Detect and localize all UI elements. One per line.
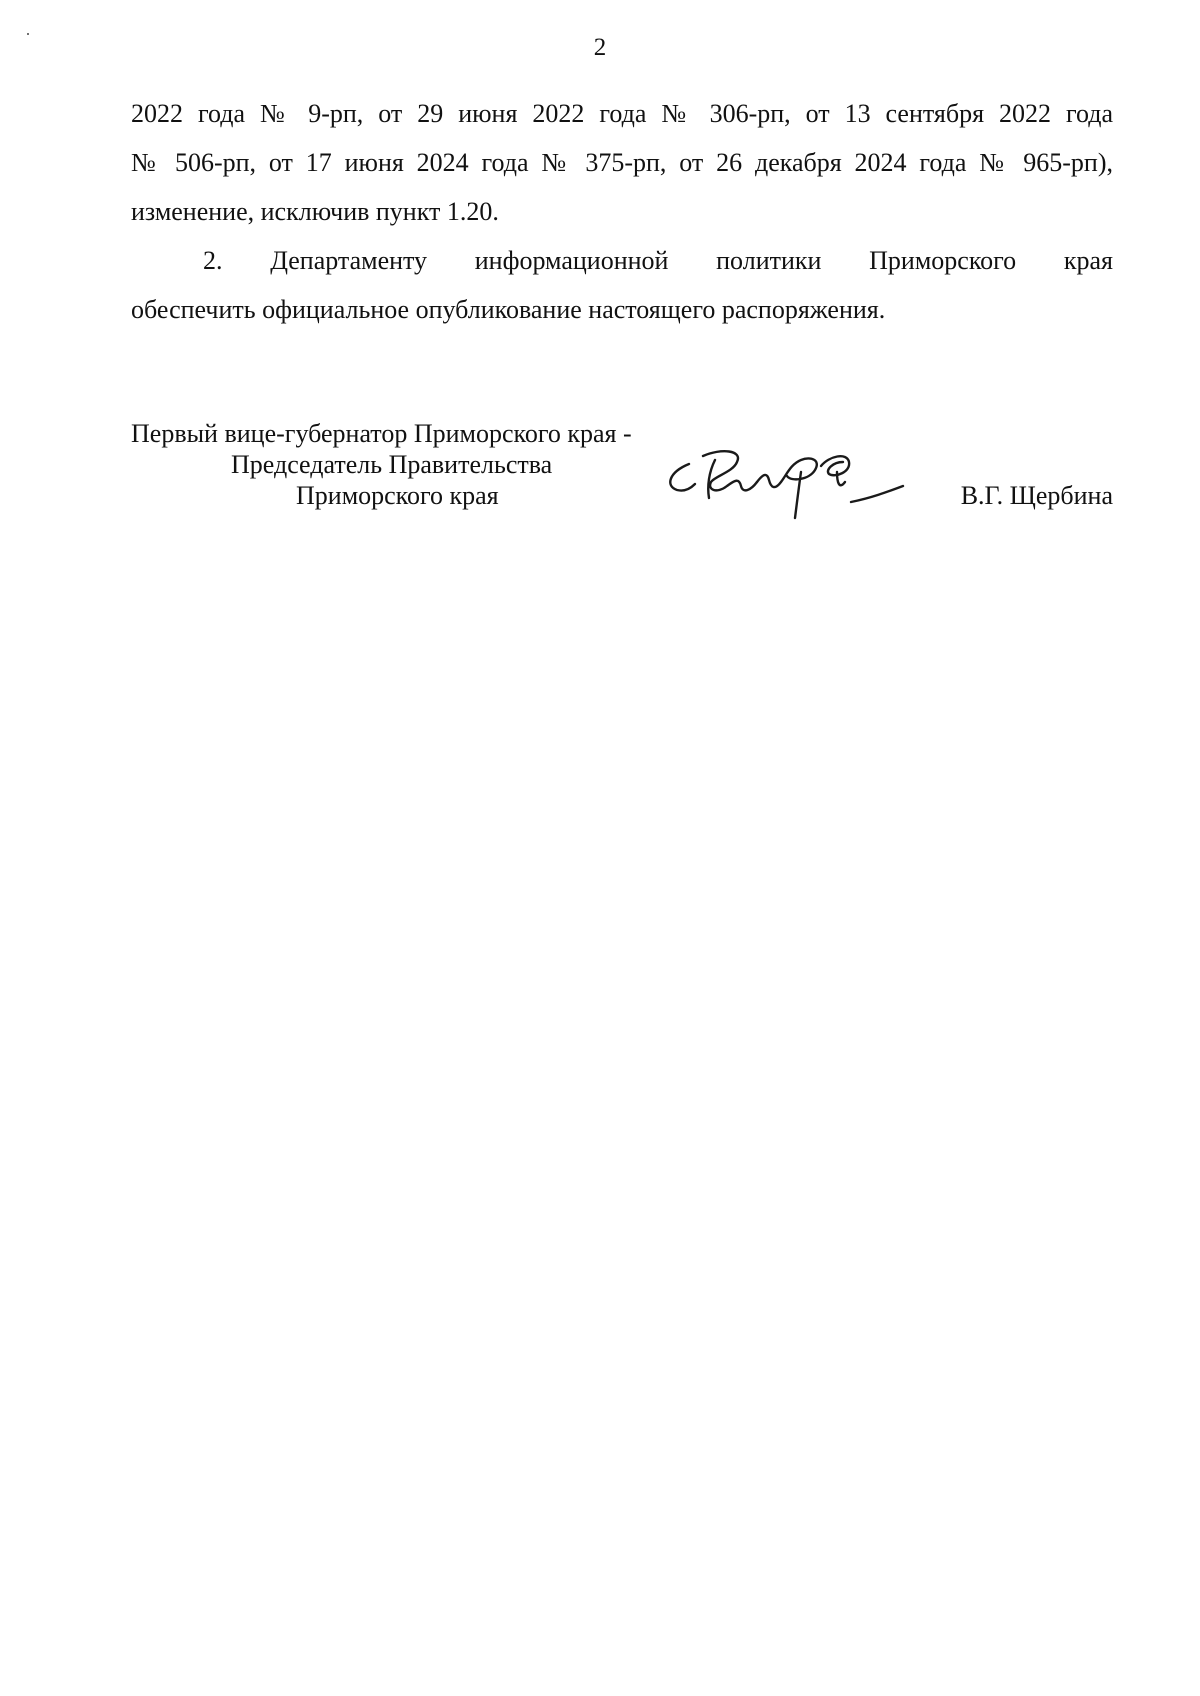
signer-title-line-3: Приморского края <box>296 481 499 510</box>
paragraph-2-line-1: 2. Департаменту информационной политики Приморского края <box>203 246 1113 275</box>
signer-name: В.Г. Щербина <box>960 481 1113 510</box>
paragraph-2-line-2: обеспечить официальное опубликование настоящего распоряжения. <box>131 295 886 324</box>
document-body <box>131 89 1113 334</box>
signer-title-line-1: Первый вице-губернатор Приморского края - <box>131 419 632 448</box>
signature-block <box>131 418 1113 528</box>
page-number: 2 <box>593 34 607 61</box>
body-line-2: № 506-рп, от 17 июня 2024 года № 375-рп, от 26 декабря 2024 года № 965-рп), <box>131 148 1113 177</box>
body-line-1: 2022 года № 9-рп, от 29 июня 2022 года № 306-рп, от 13 сентября 2022 года <box>131 99 1113 128</box>
signer-title-line-2: Председатель Правительства <box>231 450 553 479</box>
body-line-3: изменение, исключив пункт 1.20. <box>131 197 499 226</box>
handwritten-signature <box>651 442 931 526</box>
